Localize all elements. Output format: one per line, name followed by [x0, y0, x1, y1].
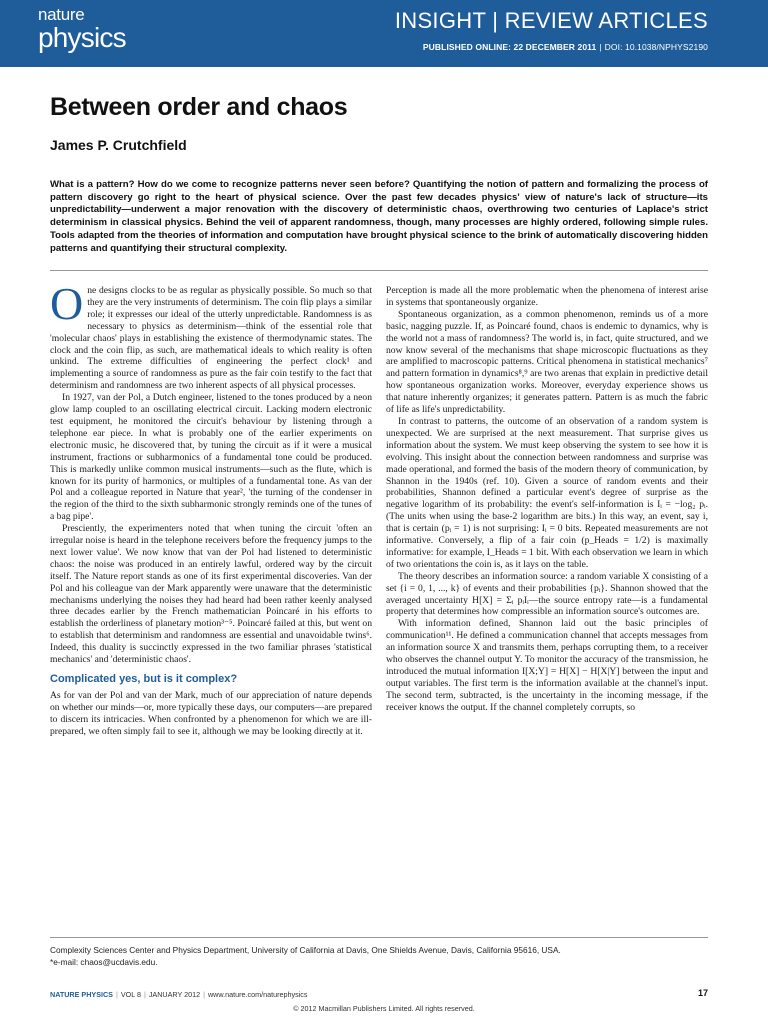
- logo-nature: nature: [38, 5, 85, 24]
- paragraph-text: ne designs clocks to be as regular as physically possible. So much so that they are the very instruments of determinism. The coin flip plays a similar role; it expresses our ideal of the utterly unpredictable. Randomness is as necessary to physics as determinism—think of the essential role that 'molecular chaos' plays in establishing the existence of thermodynamic states. The clock and the coin flip, as such, are mathematical ideals to which reality is often unkind. The extreme difficulties of engineering the perfect clock¹ and implementing a source of randomness as pure as the fair coin testify to the fact that determinism and randomness are two inherent aspects of all physical processes.: [50, 285, 372, 392]
- footer-issue: JANUARY 2012: [148, 990, 201, 999]
- page-number: 17: [697, 988, 708, 998]
- section-heading: Complicated yes, but is it complex?: [50, 673, 238, 685]
- paragraph: With information defined, Shannon laid out the basic principles of communication¹¹. He defined a communication channel that accepts messages from an information source X and transmits them, perhaps corrupting them, to a receiver who observes the channel output Y. To monitor the accuracy of the transmission, he introduced the mutual information I[X;Y] = H[X] − H[X|Y] between the input and output variables. The first term is the information available at the channel's input. The second term, subtracted, is the uncertainty in the incoming message, if the receiver knows the output. If the channel completely corrupts, so: [386, 618, 708, 713]
- email-contact[interactable]: *e-mail: chaos@ucdavis.edu.: [50, 957, 158, 967]
- article-abstract: What is a pattern? How do we come to recognize patterns never seen before? Quantifying the notion of pattern and formalizing the process of pattern discovery go right to the heart of physical science. Over the past few decades physics' view of nature's lack of structure—its unpredictability—underwent a major renovation with the discovery of deterministic chaos, overthrowing two centuries of Laplace's strict determinism in classical physics. Behind the veil of apparent randomness, though, many processes are highly ordered, following simple rules. Tools adapted from the theories of information and computation have brought physical science to the brink of automatically discovering hidden patterns and quantifying their structural complexity.: [50, 179, 708, 254]
- footer-citation: NATURE PHYSICS | VOL 8 | JANUARY 2012 | www.nature.com/naturephysics: [50, 990, 308, 999]
- doi-link[interactable]: DOI: 10.1038/NPHYS2190: [604, 42, 708, 52]
- divider: [50, 937, 708, 938]
- publication-info: PUBLISHED ONLINE: 22 DECEMBER 2011 | DOI: 10.1038/NPHYS2190: [422, 42, 708, 52]
- paragraph: Perception is made all the more problematic when the phenomena of interest arise in systems that spontaneously organize.: [386, 285, 708, 308]
- paragraph: [50, 285, 372, 392]
- paragraph: In contrast to patterns, the outcome of an observation of a random system is unexpected. We are surprised at the next measurement. That surprise gives us information about the system. We must keep observing the system to see how it is evolving. This insight about the connection between randomness and surprise was made operational, and formed the basis of the modern theory of communication, by Shannon in the 1940s (ref. 10). Given a source of random events and their probabilities, Shannon defined a particular event's degree of surprise as the negative logarithm of its probability: the event's self-information is Iᵢ = −log₂ pᵢ. (The units when using the base-2 logarithm are bits.) In this way, an event, say i, that is certain (pᵢ = 1) is not surprising: Iᵢ = 0 bits. Repeated measurements are not informative. Conversely, a flip of a fair coin (p_Heads = 1/2) is maximally informative: for example, I_Heads = 1 bit. With each observation we learn in which of two orientations the coin is, as it lays on the table.: [386, 415, 708, 570]
- body-column-right: [386, 285, 708, 930]
- paragraph: Spontaneous organization, as a common phenomenon, reminds us of a more basic, nagging puzzle. If, as Poincaré found, chaos is endemic to dynamics, why is the world not a mass of randomness? The world is, in fact, quite structured, and we now know several of the mechanisms that shape microscopic fluctuations as they are amplified to macroscopic patterns. Critical phenomena in statistical mechanics⁷ and pattern formation in dynamics⁸,⁹ are two arenas that explain in predictive detail how spontaneous organization works. Moreover, everyday experience shows us that nature inherently organizes; it generates pattern. Pattern is as much the fabric of life as life's unpredictability.: [386, 308, 708, 416]
- article-title: Between order and chaos: [50, 93, 348, 121]
- paragraph: In 1927, van der Pol, a Dutch engineer, listened to the tones produced by a neon glow lamp coupled to an oscillating electrical circuit. Lacking modern electronic test equipment, he monitored the circuit's behaviour by listening through a telephone ear piece. In what is probably one of the earlier experiments on electronic music, he discovered that, by tuning the circuit as if it were a musical instrument, fractions or subharmonics of a fundamental tone could be produced. This is markedly unlike common musical instruments—such as the flute, which is known for its purity of harmonics, or multiples of a fundamental tone. As van der Pol and a colleague reported in Nature that year², 'the turning of the condenser in the region of the third to the sixth subharmonic strongly reminds one of the tunes of a bag pipe'.: [50, 392, 372, 523]
- affiliation: Complexity Sciences Center and Physics Department, University of California at Davis, One Shields Avenue, Davis, California 95616, USA.: [50, 945, 561, 955]
- paragraph: As for van der Pol and van der Mark, much of our appreciation of nature depends on whether our minds—or, more typically these days, our computers—are prepared to discern its intricacies. When confronted by a phenomenon for which we are ill-prepared, we often simply fail to see it, although we may be looking directly at it.: [50, 689, 372, 737]
- journal-logo[interactable]: [38, 6, 126, 53]
- affiliation-block: [50, 944, 710, 968]
- logo-physics: physics: [38, 22, 126, 53]
- paragraph: The theory describes an information source: a random variable X consisting of a set {i = 0, 1, ..., k} of events and their probabilities {pᵢ}. Shannon showed that the averaged uncertainty H[X] = Σᵢ pᵢIᵢ—the source entropy rate—is a fundamental property that determines how compressible an information source's outcomes are.: [386, 570, 708, 618]
- article-author: James P. Crutchfield: [50, 137, 187, 153]
- body-column-left: [50, 285, 372, 930]
- journal-header: [0, 0, 768, 67]
- copyright: © 2012 Macmillan Publishers Limited. All rights reserved.: [293, 1004, 475, 1013]
- footer-journal: NATURE PHYSICS: [50, 990, 113, 999]
- footer-volume: VOL 8: [120, 990, 141, 999]
- published-date: PUBLISHED ONLINE: 22 DECEMBER 2011: [422, 42, 597, 52]
- divider: [50, 270, 708, 271]
- paragraph: Presciently, the experimenters noted that when tuning the circuit 'often an irregular noise is heard in the telephone receivers before the frequency jumps to the next lower value'. We now know that van der Pol had listened to deterministic chaos: the noise was produced in an entirely lawful, ordered way by the circuit itself. The Nature report stands as one of its first experimental discoveries. Van der Pol and his colleague van der Mark apparently were unaware that the deterministic mechanisms underlying the noises they had heard had been rather keenly analysed three decades earlier by the French mathematician Poincaré in his efforts to establish the orderliness of planetary motion³⁻⁵. Poincaré failed at this, but went on to establish that determinism and randomness are essential and unavoidable twins⁶. Indeed, this duality is succinctly expressed in the two familiar phrases 'statistical mechanics' and 'deterministic chaos'.: [50, 523, 372, 666]
- section-label: INSIGHT | REVIEW ARTICLES: [394, 8, 708, 33]
- drop-cap: O: [50, 285, 84, 329]
- footer-url[interactable]: www.nature.com/naturephysics: [207, 990, 308, 999]
